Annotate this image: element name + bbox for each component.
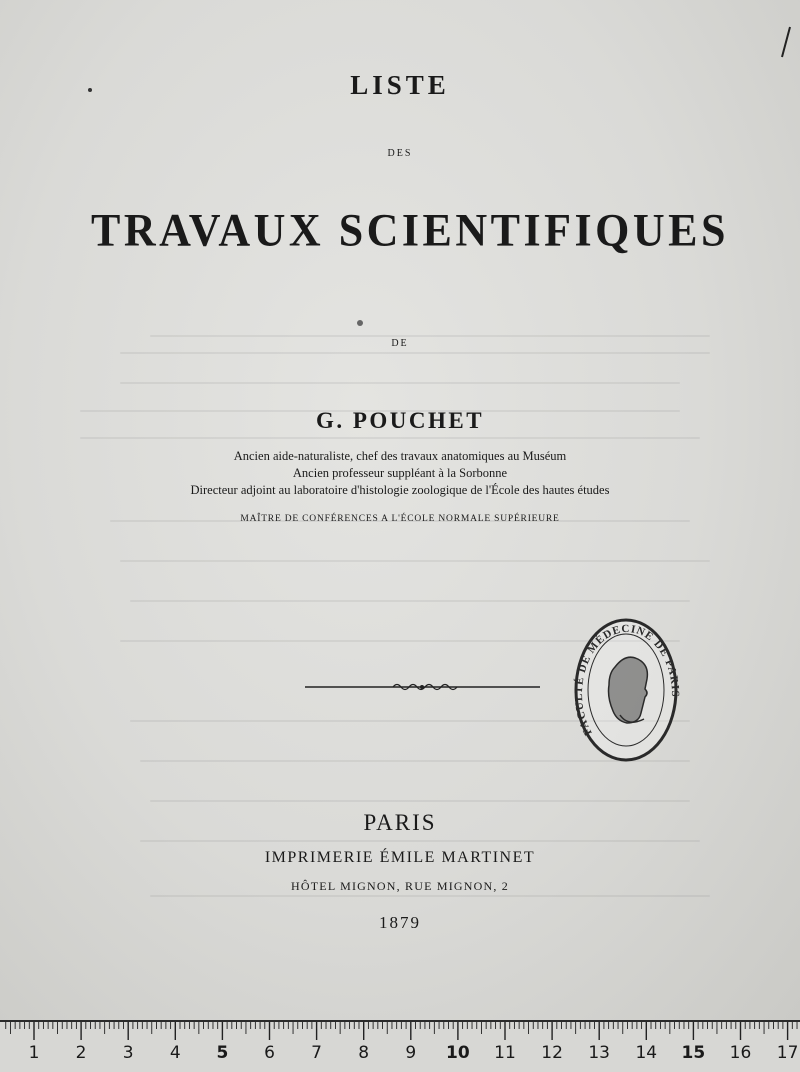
title-travaux-scientifiques: TRAVAUX SCIENTIFIQUES xyxy=(91,204,729,257)
ruler-number: 2 xyxy=(75,1043,87,1063)
imprint-printer: IMPRIMERIE ÉMILE MARTINET xyxy=(264,849,536,866)
ruler-number: 17 xyxy=(776,1043,799,1063)
imprint-address: HÔTEL MIGNON, RUE MIGNON, 2 xyxy=(291,879,509,893)
ruler-number: 16 xyxy=(729,1043,752,1063)
ruler-number: 10 xyxy=(446,1043,470,1063)
credential-line: MAÎTRE DE CONFÉRENCES A L'ÉCOLE NORMALE SUPÉRIEURE xyxy=(240,514,560,524)
library-stamp-icon xyxy=(570,615,682,765)
ruler-number: 4 xyxy=(169,1043,181,1063)
author-name: G. POUCHET xyxy=(315,408,485,433)
ruler-number: 13 xyxy=(588,1043,611,1063)
ruler-number: 1 xyxy=(28,1043,40,1063)
credential-line: Directeur adjoint au laboratoire d'histologie zoologique de l'École des hautes études xyxy=(190,483,610,497)
speck xyxy=(357,320,363,326)
ruler-number: 8 xyxy=(358,1043,370,1063)
ruler-number: 3 xyxy=(122,1043,134,1063)
ruler-number: 11 xyxy=(494,1043,516,1063)
ruler-number: 7 xyxy=(311,1043,323,1063)
measuring-ruler xyxy=(0,1020,800,1072)
title-de: DE xyxy=(391,338,409,349)
ruler-number: 6 xyxy=(264,1043,275,1063)
stamp-text: FACULTÉ DE MÉDECINE DE PARIS xyxy=(572,622,682,738)
pencil-mark-icon xyxy=(776,25,796,59)
ruler-number: 9 xyxy=(405,1043,417,1063)
title-liste: LISTE xyxy=(350,70,450,100)
ruler-number: 15 xyxy=(681,1043,706,1063)
imprint-city: PARIS xyxy=(363,810,437,835)
credential-line: Ancien aide-naturaliste, chef des travaux anatomiques au Muséum xyxy=(233,449,567,463)
title-des: DES xyxy=(387,148,413,159)
ruler-ticks xyxy=(0,1022,800,1042)
ornamental-rule-icon xyxy=(305,681,540,693)
ruler-number: 5 xyxy=(216,1043,229,1063)
imprint-year: 1879 xyxy=(379,913,421,932)
ruler-number: 14 xyxy=(635,1043,658,1063)
credential-line: Ancien professeur suppléant à la Sorbonne xyxy=(292,466,508,480)
ruler-number: 12 xyxy=(541,1043,563,1063)
